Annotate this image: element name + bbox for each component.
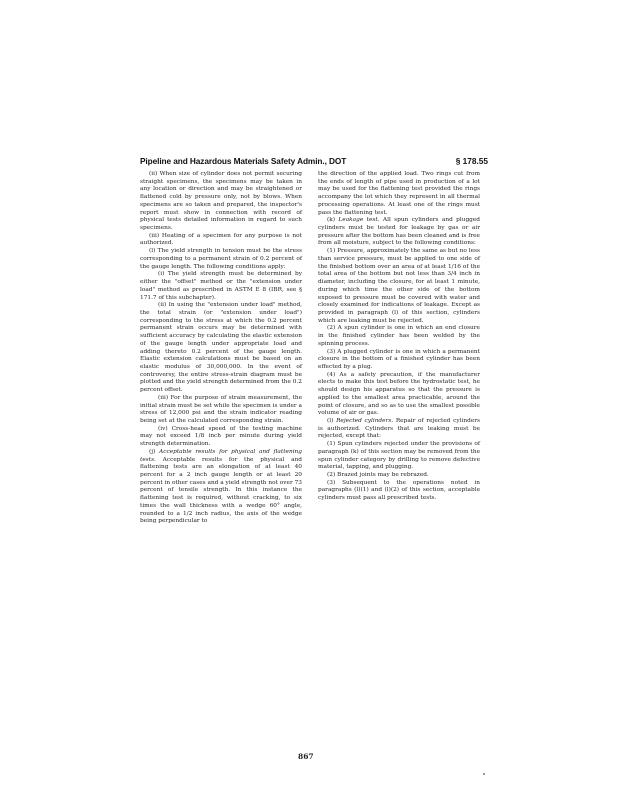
paragraph (140, 171, 302, 233)
paragraph-text: (3) A plugged cylinder is one in which a permanent closure in the bottom of a finished cylinder has been effected by a plug. (318, 348, 480, 370)
running-title: Pipeline and Hazardous Materials Safety Admin., DOT (140, 156, 347, 166)
paragraph (140, 302, 302, 395)
paragraph-text: (2) A spun cylinder is one in which an end closure in the finished cylinder has been welded by the spinning process. (318, 325, 480, 347)
paragraph-text: (iii) For the purpose of strain measurement, the initial strain must be set while the specimen is under a stress of 12,000 psi and the strain indicator reading being set at the calculated corresponding strain. (140, 394, 302, 424)
paragraph-text: (1) Pressure, approximately the same as but no less than service pressure, must be applied to one side of the finished bottom over an area of at least 1/16 of the total area of the bottom but not less than 3/4 inch in diameter, including the closure, for at least 1 minute, during which time the other side of the bottom exposed to pressure must be covered with water and closely examined for indications of leakage. Except as provided in paragraph (l) of this section, cylinders which are leaking must be rejected. (318, 248, 480, 324)
paragraph (318, 325, 480, 348)
paragraph-text: Repair of rejected cylinders is authorized. Cylinders that are leaking must be rejected, except that: (318, 418, 481, 440)
paragraph-label: (l) (327, 418, 334, 424)
scan-speck (483, 773, 485, 775)
paragraph-label: (j) (149, 448, 156, 455)
paragraph (318, 349, 480, 372)
paragraph (318, 480, 480, 503)
paragraph (318, 418, 480, 441)
paragraph (140, 395, 302, 426)
paragraph-label: (k) (327, 217, 336, 224)
paragraph-text: (ii) When size of cylinder does not permit securing straight specimens, the specimens may be taken in any location or direction and may be straightened or flattened cold by pressure only, not by blows. When specimens are so taken and prepared, the inspector's report must show in connection with record of physical tests detailed information in regard to such specimens. (140, 171, 302, 232)
paragraph-text: (i) The yield strength must be determined by either the "offset" method or the "extension under load" method as prescribed in ASTM E 8 (IBR, see § 171.7 of this subchapter). (140, 271, 302, 301)
paragraph-heading: Acceptable results for physical and flattening tests. (140, 448, 303, 463)
paragraph-text: the direction of the applied load. Two rings cut from the ends of length of pipe used in production of a lot may be used for the flattening test provided the rings accompany the lot which they represent in all thermal processing operations. At least one of the rings must pass the flattening test. (318, 171, 480, 216)
paragraph-heading: Rejected cylinders. (336, 418, 394, 424)
paragraph-text: (2) Brazed joints may be rebrazed. (327, 472, 429, 479)
right-column (318, 171, 480, 503)
paragraph-text: (iv) Cross-head speed of the testing machine may not exceed 1/8 inch per minute during yield strength determination. (140, 425, 302, 448)
paragraph (318, 372, 480, 418)
paragraph-text: (l) The yield strength in tension must be the stress corresponding to a permanent strain of 0.2 percent of the gauge length. The following conditions apply: (140, 248, 302, 270)
left-column (140, 171, 302, 526)
paragraph (318, 171, 480, 217)
paragraph (318, 472, 480, 480)
page-number: 867 (298, 752, 314, 761)
paragraph (318, 441, 480, 472)
paragraph-text: (4) As a safety precaution, if the manufacturer elects to make this test before the hydrostatic test, he should design his apparatus so that the pressure is applied to the smallest area practicable, around the point of closure, and so as to use the smallest possible volume of air or gas. (318, 371, 480, 417)
paragraph-text: (iii) Heating of a specimen for any purpose is not authorized. (140, 232, 302, 247)
paragraph-text: (1) Spun cylinders rejected under the provisions of paragraph (k) of this section may be removed from the spun cylinder category by drilling to remove defective material, tapping, and plugging. (318, 441, 480, 471)
paragraph-text: Acceptable results for the physical and flattening tests are an elongation of at least 40 percent for a 2 inch gauge length or at least 20 percent in other cases and a yield strength not over 73 percent of tensile strength. In this instance the flattening test is required, without cracking, to six times the wall thickness with a wedge 60° angle, rounded to a 1/2 inch radius, the axis of the wedge being perpendicular to (140, 456, 302, 525)
section-number: § 178.55 (455, 156, 488, 166)
paragraph (140, 271, 302, 302)
paragraph (140, 449, 302, 526)
paragraph (140, 426, 302, 449)
paragraph-text: (3) Subsequent to the operations noted in paragraphs (l)(1) and (l)(2) of this section, acceptable cylinders must pass all prescribed tests. (318, 479, 480, 502)
paragraph-text: All spun cylinders and plugged cylinders must be tested for leakage by gas or air pressure after the bottom has been cleaned and is free from all moisture, subject to the following conditions: (318, 217, 481, 247)
paragraph (140, 248, 302, 271)
paragraph-heading: Leakage test. (338, 217, 380, 224)
paragraph-text: (ii) In using the "extension under load" method, the total strain (or "extension under load") corresponding to the stress at which the 0.2 percent permanent strain occurs may be determined with sufficient accuracy by calculating the elastic extension of the gauge length under appropriate load and adding thereto 0.2 percent of the gauge length. Elastic extension calculations must be based on an elastic modulus of 30,000,000. In the event of controversy, the entire stress-strain diagram must be plotted and the yield strength determined from the 0.2 percent offset. (140, 302, 302, 394)
paragraph (140, 233, 302, 248)
paragraph (318, 248, 480, 325)
paragraph (318, 217, 480, 248)
